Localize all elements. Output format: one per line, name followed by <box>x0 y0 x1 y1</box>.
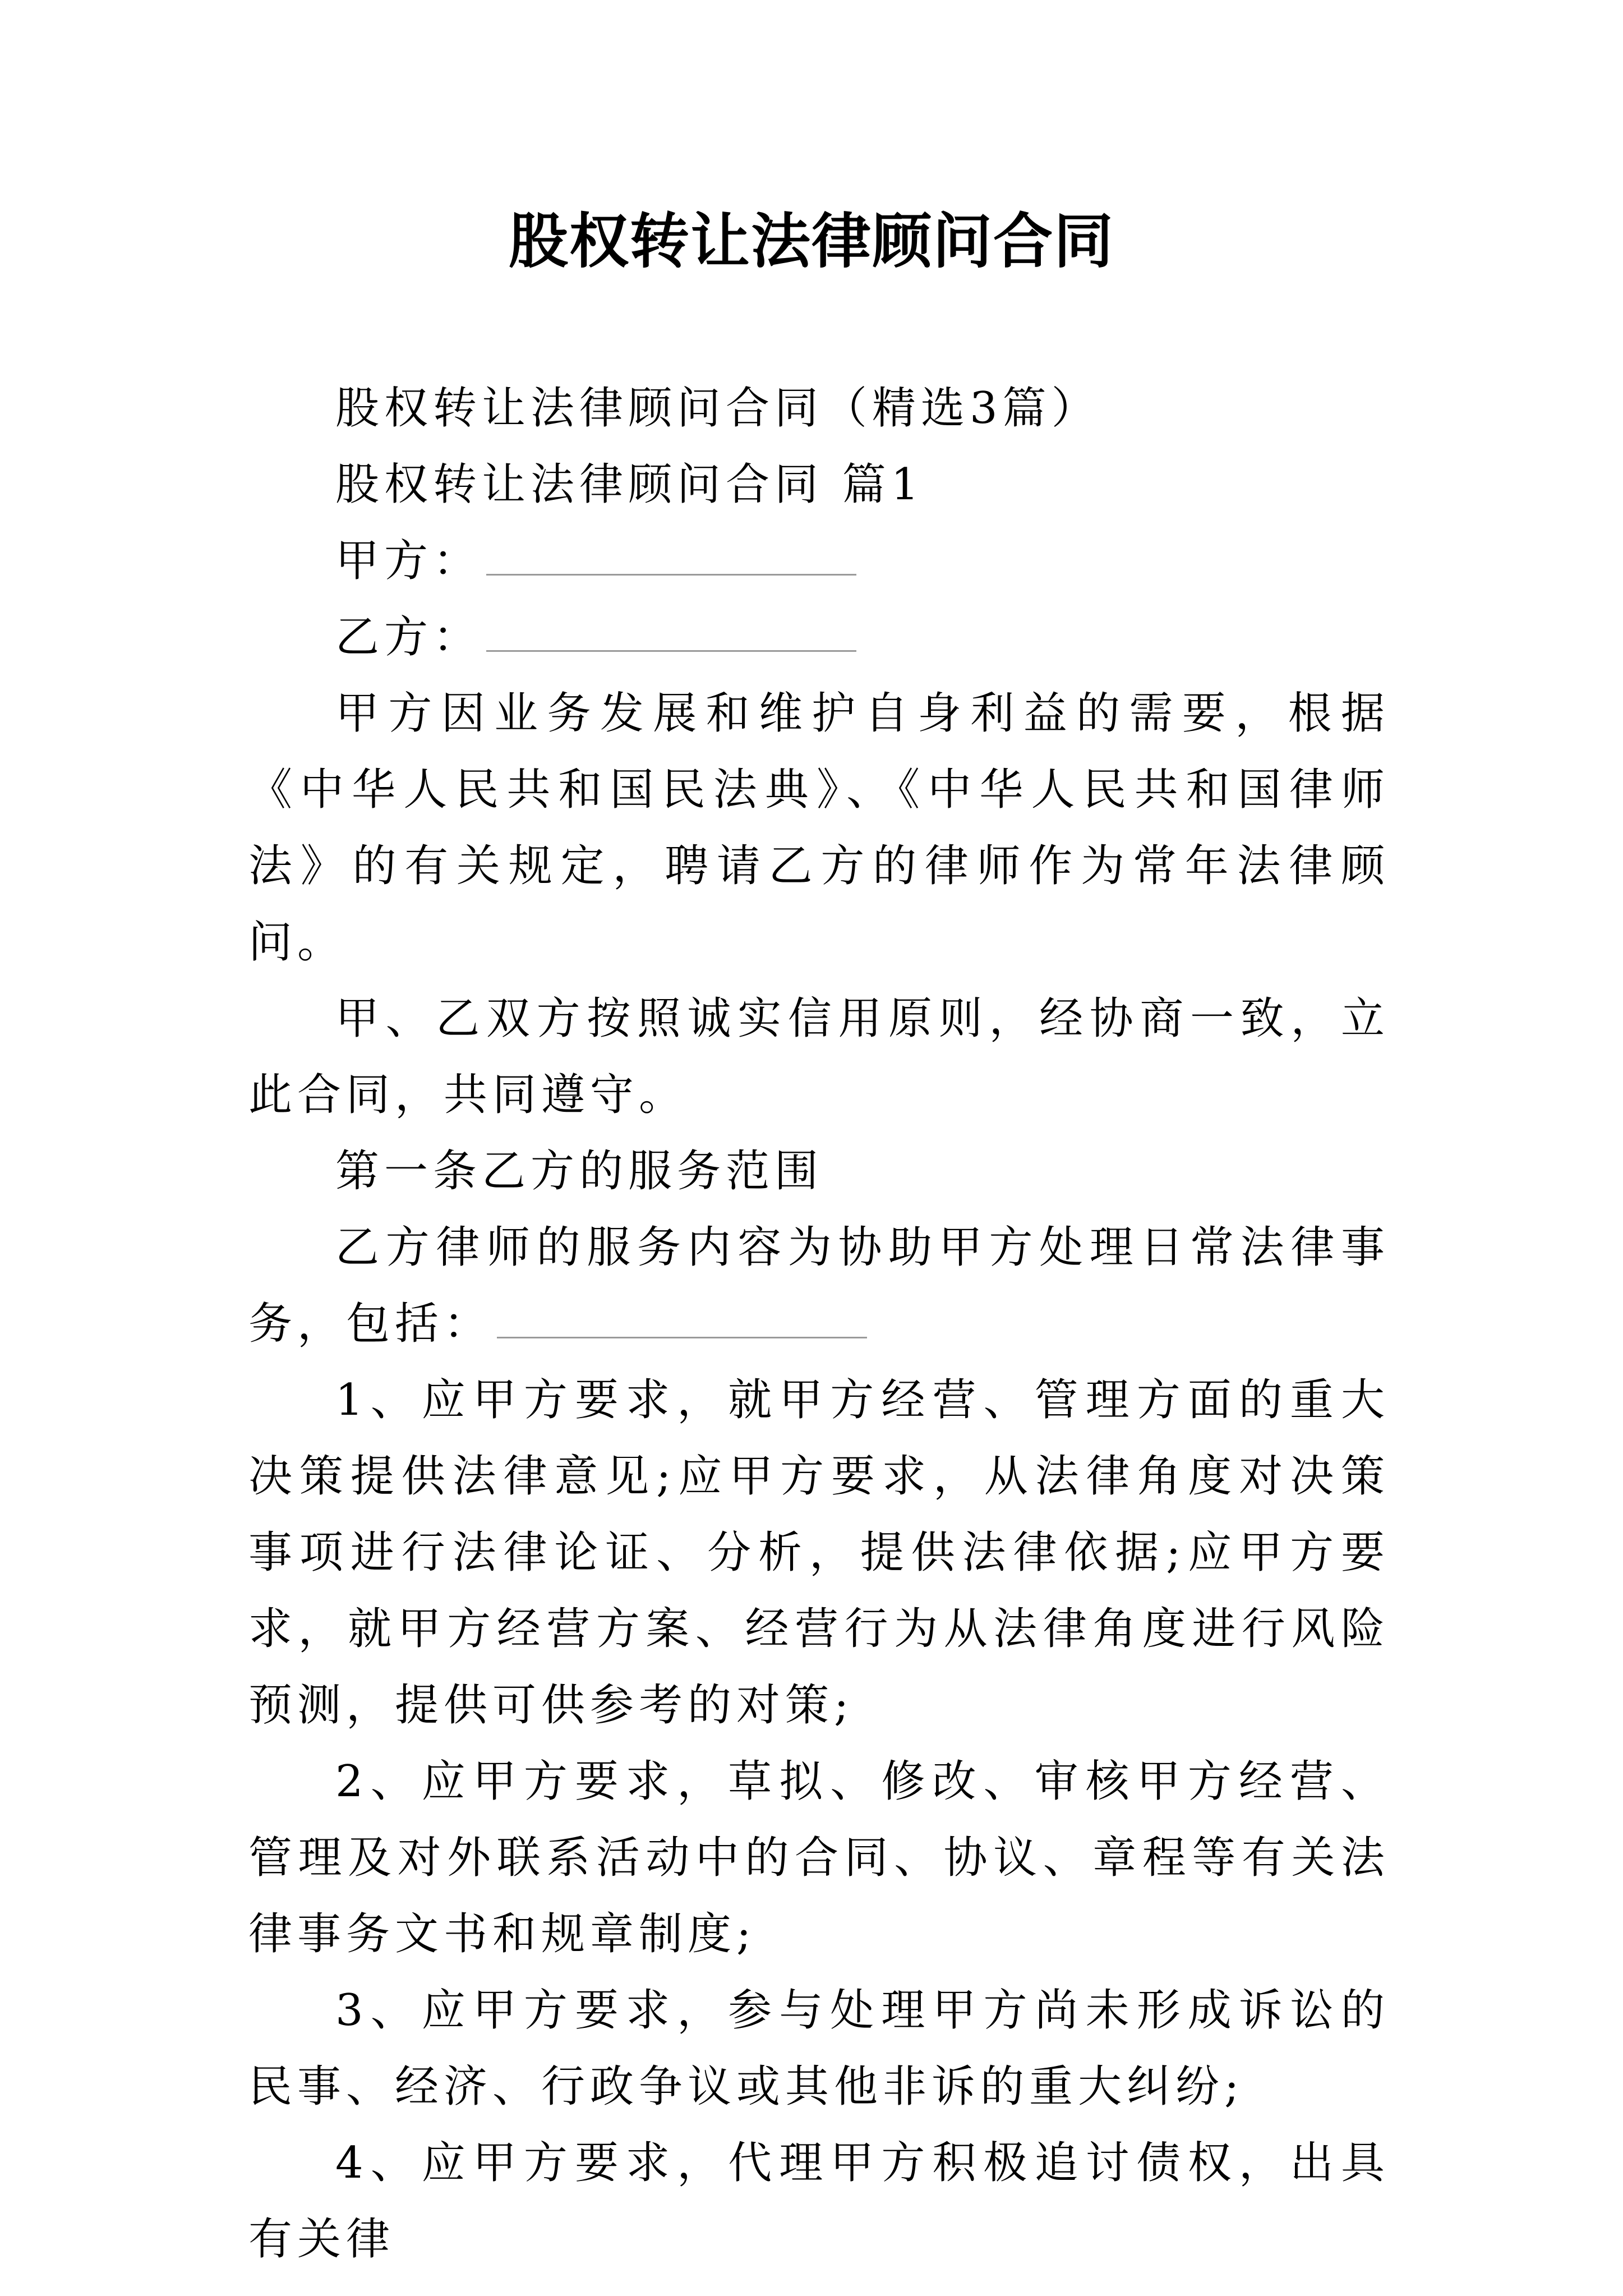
list-item: 2、应甲方要求，草拟、修改、审核甲方经营、管理及对外联系活动中的合同、协议、章程等有关法律事务文书和规章制度; <box>248 1756 1390 1959</box>
list-item: 4、应甲方要求，代理甲方积极追讨债权，出具有关律 <box>248 2138 1390 2265</box>
scope-intro: 乙方律师的服务内容为协助甲方处理日常法律事务，包括： <box>248 1222 1390 1349</box>
subtitle: 股权转让法律顾问合同（精选3篇） <box>335 383 1100 434</box>
party-a-label: 甲方： <box>335 536 482 586</box>
article-heading: 第一条乙方的服务范围 <box>335 1146 824 1197</box>
party-a-line <box>248 523 1390 599</box>
party-b-line <box>248 599 1390 675</box>
document-body <box>248 370 1390 2277</box>
document-title: 股权转让法律顾问合同 <box>509 206 1114 276</box>
scope-blank <box>497 1303 867 1338</box>
scope-intro-line <box>248 1209 1390 1362</box>
party-a-blank <box>486 540 856 576</box>
party-b-blank <box>486 616 856 652</box>
party-b-label: 乙方： <box>335 612 482 662</box>
list-item: 1、应甲方要求，就甲方经营、管理方面的重大决策提供法律意见;应甲方要求，从法律角度对决策事项进行法律论证、分析，提供法律依据;应甲方要求，就甲方经营方案、经营行为从法律角度进行风险预测，提供可供参考的对策; <box>248 1375 1390 1731</box>
paragraph: 甲方因业务发展和维护自身利益的需要，根据《中华人民共和国民法典》、《中华人民共和国律师法》的有关规定，聘请乙方的律师作为常年法律顾问。 <box>248 688 1390 968</box>
section-heading: 股权转让法律顾问合同 篇1 <box>335 459 924 510</box>
paragraph: 甲、乙双方按照诚实信用原则，经协商一致，立此合同，共同遵守。 <box>248 993 1390 1120</box>
list-item: 3、应甲方要求，参与处理甲方尚未形成诉讼的民事、经济、行政争议或其他非诉的重大纠纷; <box>248 1985 1390 2112</box>
